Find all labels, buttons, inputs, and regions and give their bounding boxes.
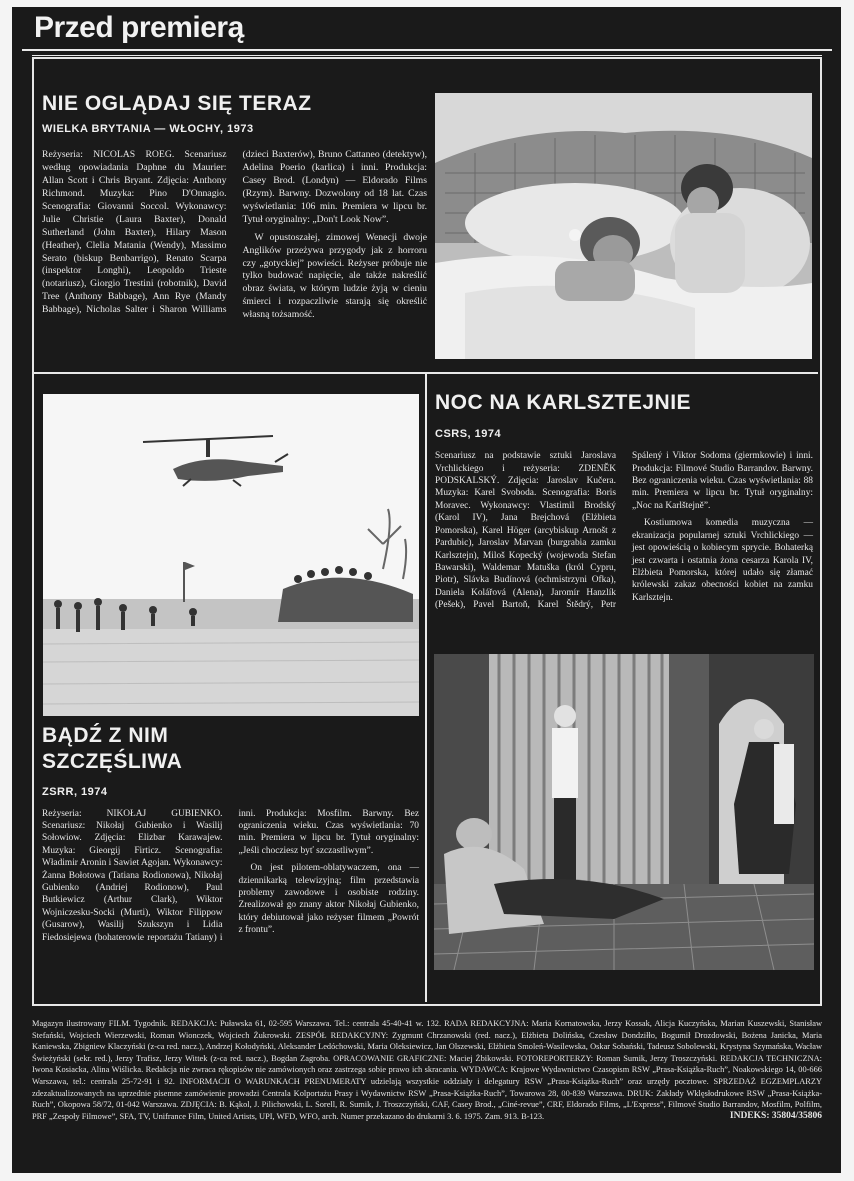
film2-still-photo — [434, 654, 814, 970]
film3-body — [42, 808, 419, 944]
film2-body — [435, 450, 813, 611]
film2-synopsis: Kostiumowa komedia muzyczna — ekranizacja popularnej sztuki Vrchlickiego — jest opowieścią o kobiecym sprycie. Bohaterką jest czwarta i ostatnia żona cesarza Karola IV, Elżbieta Pomorska, której udało się złamać królewski zakaz obecności kobiet na zamku Karlsztejn. — [632, 518, 813, 603]
magazine-page — [12, 7, 841, 1173]
film1-title: NIE OGLĄDAJ SIĘ TERAZ — [42, 92, 312, 115]
imprint-text: Magazyn ilustrowany FILM. Tygodnik. REDAKCJA: Puławska 61, 02-595 Warszawa. Tel.: centrala 45-40-41 w. 132. RADA REDAKCYJNA: Maria Kornatowska, Jerzy Kossak, Alicja Kuczyńska, Marian Kuszewski, Stanisław Stefański, Wojciech Wierzewski, Roman Wionczek, Wojciech Żukrowski. ZESPÓŁ REDAKCYJNY: Zygmunt Chrzanowski (red. nacz.), Elżbieta Dolińska, Czesław Dondziłło, Bogumił Drozdowski, Bożena Janicka, Maria Kaniewska, Zbigniew Klaczyński (z-ca red. nacz.), Andrzej Kołodyński, Aleksander Ledóchowski, Maria Oleksiewicz, Jan Olszewski, Elżbieta Smoleń-Wasilewska, Oskar Sobański, Tadeusz Sobolewski, Krystyna Szymańska, Wacław Świeżyński (sekr. red.), Jerzy Trafisz, Jerzy Wittek (z-ca red. nacz.), Bogdan Zagroba. OPRACOWANIE GRAFICZNE: Maciej Żbikowski. FOTOREPORTERZY: Roman Sumik, Jerzy Troszczyński. REDAKCJA TECHNICZNA: Iwona Kosiacka, Alina Wiślicka. Redakcja nie zwraca rękopisów nie zamówionych oraz zastrzega sobie prawo ich skracania. WYDAWCA: Krajowe Wydawnictwo Czasopism RSW „Prasa-Książka-Ruch”, Noakowskiego 14, 00-666 Warszawa, tel.: centrala 25-72-91 i 92. INFORMACJI O WARUNKACH PRENUMERATY udzielają wszystkie oddziały i delegatury RSW „Prasa-Książka-Ruch” oraz urzędy pocztowe. SPRZEDAŻ EGZEMPLARZY zdezaktualizowanych na uprzednie pisemne zamówienie prowadzi Centrala Kolportażu Prasy i Wydawnictw RSW „Prasa-Książka-Ruch”, Towarowa 28, 00-839 Warszawa. DRUK: Zakłady Wklęsłodrukowe RSW „Prasa-Książka-Ruch”, Okopowa 58/72, 01-042 Warszawa. ZDJĘCIA: B. Kąkol, J. Pilichowski, L. Sorell, R. Sumik, J. Troszczyński, CAF, Casey Brod., „Ciné-revue”, CRF, Eldorado Films, „L'Express”, Filmové Studio Barrandov, Mosfilm, Polfilm, PRF „Zespoły Filmowe”, SFA, TV, Unifrance Film, United Artists, UPI, WFD, WFO, arch. Numer przekazano do drukarni 3. 6. 1975. Zam. 913. B-123. — [32, 1019, 822, 1121]
masthead-title: Przed premierą — [34, 11, 244, 44]
film3-still-photo — [43, 394, 419, 716]
helicopter-beach-illustration — [43, 394, 419, 716]
film1-subtitle: WIELKA BRYTANIA — WŁOCHY, 1973 — [42, 123, 254, 136]
film2-title: NOC NA KARLSZTEJNIE — [435, 391, 692, 414]
film3-text-block — [42, 723, 419, 995]
film3-subtitle: ZSRR, 1974 — [42, 785, 108, 798]
top-rule — [32, 55, 822, 56]
film1-credits: Reżyseria: NICOLAS ROEG. Scenariusz według opowiadania Daphne du Maurier: Allan Scott i Chris Bryant. Zdjęcia: Anthony Richmond. Muzyka: Pino D'Onnagio. Scenografia: Giovanni Soccol. Wykonawcy: Julie Christie (Laura Baxter), Donald Sutherland (John Baxter), Hilary Mason (Heather), Clelia Matania (Wendy), Massimo Serato (biskup Benbarrigo), Renato Scarpa (inspektor Longhi), Leopoldo Trieste (notariusz), Giorgio Trestini (robotnik), David Tree (Anthony Babbage), Ann Rye (Mandy Babbage), Nicholas Salter i Sharon Williams (dzieci Baxterów), Bruno Cattaneo (detektyw), Adelina Poerio (karlica) i inni. Produkcja: Casey Brod. (Londyn) — Eldorado Films (Rzym). Barwny. Dozwolony od 18 lat. Czas wyświetlania: 106 min. Premiera w lipcu br. Tytuł oryginalny: „Don't Look Now”. — [42, 149, 427, 316]
column-divider — [425, 374, 427, 1002]
film1-synopsis: W opustoszałej, zimowej Wenecji dwoje Anglików przeżywa przygody jak z horroru czy „gotyckiej” powieści. Reżyser próbuje nie tylko budować napięcie, ale także nakreślić obraz świata, w którym ludzie żyją w cieniu śmierci i rozpaczliwie starają się określić własną tożsamość. — [242, 231, 427, 321]
film3-title-line2: SZCZĘŚLIWA — [42, 750, 183, 774]
footer-rule — [32, 1004, 822, 1005]
imprint-footer — [32, 1018, 822, 1122]
film3-credits: Reżyseria: NIKOŁAJ GUBIENKO. Scenariusz: Nikołaj Gubienko i Wasilij Sołowiow. Zdjęcia: Elizbar Karawajew. Muzyka: Gieorgij Firticz. Scenografia: Władimir Aronin i Sawiet Agojan. Wykonawcy: Żanna Bołotowa (Tatiana Rodionowa), Nikołaj Gubienko (Andriej Rodionow), Paul Butkiewicz (Arthur Clark), Wiktor Wojniczesku-Socki (Murti), Wiktor Filippow (Gusarow), Wasilij Szukszyn i Lidia Fiedosiejewa (bohaterowie reportażu Tatiany) i inni. Produkcja: Mosfilm. Barwny. Bez ograniczenia wieku. Czas wyświetlania: 70 min. Premiera w lipcu br. Tytuł oryginalny: „Jeśli chocziesz byť szczastliwym”. — [42, 808, 419, 943]
film3-title-line1: BĄDŹ Z NIM — [42, 724, 169, 747]
film1-body — [42, 149, 427, 322]
bedroom-scene-illustration — [435, 93, 812, 359]
film2-text-block — [435, 390, 813, 650]
indeks-number: INDEKS: 35804/35806 — [729, 1110, 822, 1121]
film2-subtitle: CSRS, 1974 — [435, 428, 502, 441]
masthead-rule — [22, 49, 832, 51]
film1-still-photo — [435, 93, 812, 359]
castle-interior-illustration — [434, 654, 814, 970]
film2-credits: Scenariusz na podstawie sztuki Jaroslava Vrchlickiego i reżyseria: ZDENĚK PODSKALSKÝ. Zdjęcia: Jaroslav Kučera. Muzyka: Karel Svoboda. Scenografia: Boris Moravec. Wykonawcy: Vlastimil Brodský (Karol IV), Jana Brejchová (Elżbieta Pomorska), Karel Höger (arcybiskup Arnošt z Pardubic), Jaroslav Marvan (burgrabia zamku Karlsztejn), Miloš Kopecký (wojewoda Stefan Bawarski), Waldemar Matuška (król Cypru, Piotr), Slávka Budínová (ochmistrzyni Ofka), Daniela Kolářová (Alena), Jaromír Hanzlík (Pešek), Pavel Bartoň, Karel Štědrý, Petr Spálený i Viktor Sodoma (giermkowie) i inni. Produkcja: Filmové Studio Barrandov. Barwny. Bez ograniczenia wieku. Czas wyświetlania: 88 min. Premiera w lipcu br. Tytuł oryginalny: „Noc na Karlštejně”. — [435, 451, 813, 611]
film3-synopsis: On jest pilotem-oblatywaczem, ona — dziennikarką telewizyjną; film przedstawia problemy zawodowe i osobiste rodziny. Zrealizował go znany aktor Nikołaj Gubienko, który debiutował jako reżyser filmem „Powrót z frontu”. — [238, 863, 419, 936]
film1-text-block — [42, 91, 427, 366]
